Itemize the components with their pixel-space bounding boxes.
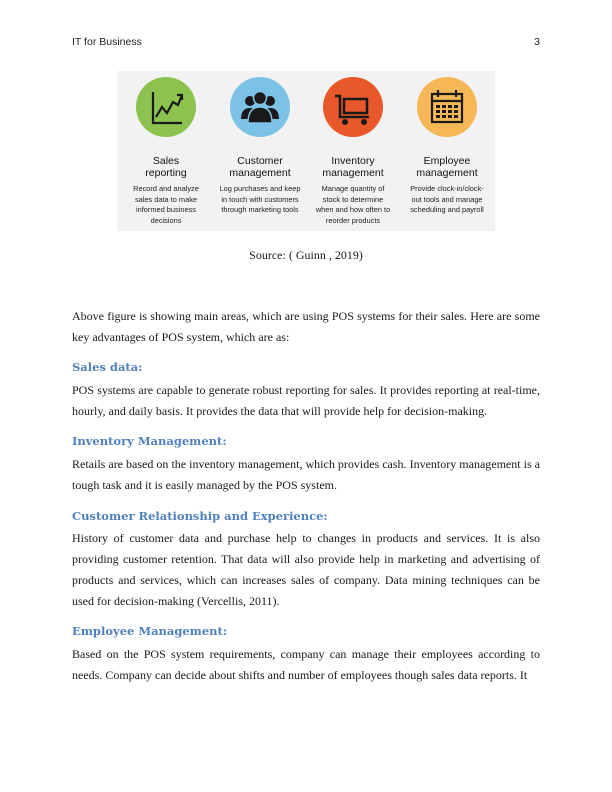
figure-item-desc: Record and analyze sales data to make informed business decisions: [133, 184, 199, 225]
figure-item-title: Customer management: [229, 155, 291, 179]
paragraph-line: providing customer retention. That data will also provide help in marketing and advertising of: [72, 552, 540, 566]
paragraph-line: History of customer data and purchase help to changes in products and services. It is also: [72, 531, 540, 545]
paragraph-line: products and services, which can increases sales of company. Data mining techniques can be: [72, 573, 540, 587]
paragraph-line: used for decision-making (Vercellis, 2011).: [72, 594, 280, 608]
figure-item-title: Sales reporting: [145, 155, 187, 179]
calendar-icon: [417, 77, 477, 137]
figure-item-title: Employee management: [416, 155, 478, 179]
figure-item-sales: [119, 71, 213, 231]
paragraph-line: Above figure is showing main areas, which are using POS systems for their sales. Here are some: [72, 309, 540, 323]
figure-item-employee: [400, 71, 494, 231]
sales-data-paragraph: [72, 380, 540, 422]
pos-areas-figure: [117, 71, 495, 231]
page-number: 3: [534, 36, 540, 48]
employee-paragraph: [72, 644, 540, 686]
paragraph-line: Based on the POS system requirements, company can manage their employees according to: [72, 647, 540, 661]
figure-caption: Source: ( Guinn , 2019): [249, 248, 363, 262]
paragraph-line: POS systems are capable to generate robust reporting for sales. It provides reporting at real-time,: [72, 383, 540, 397]
section-heading-employee: Employee Management:: [72, 624, 228, 638]
figure-item-desc: Provide clock-in/clock- out tools and manage scheduling and payroll: [410, 184, 484, 214]
paragraph-line: tough task and it is easily managed by the POS system.: [72, 478, 337, 492]
paragraph-line: hourly, and daily basis. It provides the data that will provide help for decision-making.: [72, 404, 488, 418]
customer-paragraph: [72, 528, 540, 612]
section-heading-inventory: Inventory Management:: [72, 434, 227, 448]
figure-item-desc: Manage quantity of stock to determine when and how often to reorder products: [315, 184, 391, 225]
paragraph-line: needs. Company can decide about shifts and number of employees though sales data reports. It: [72, 668, 528, 682]
sales-chart-icon: [136, 77, 196, 137]
section-heading-customer: Customer Relationship and Experience:: [72, 509, 328, 523]
paragraph-line: Retails are based on the inventory management, which provides cash. Inventory management is a: [72, 457, 540, 471]
figure-item-inventory: [306, 71, 400, 231]
figure-item-desc: Log purchases and keep in touch with customers through marketing tools: [219, 184, 301, 214]
cart-icon: [323, 77, 383, 137]
customers-icon: [230, 77, 290, 137]
inventory-paragraph: [72, 454, 540, 496]
intro-paragraph: [72, 306, 540, 348]
running-header: IT for Business: [72, 36, 142, 48]
paragraph-line: key advantages of POS system, which are as:: [72, 330, 290, 344]
section-heading-sales-data: Sales data:: [72, 360, 143, 374]
figure-item-customer: [213, 71, 307, 231]
figure-item-title: Inventory management: [322, 155, 384, 179]
